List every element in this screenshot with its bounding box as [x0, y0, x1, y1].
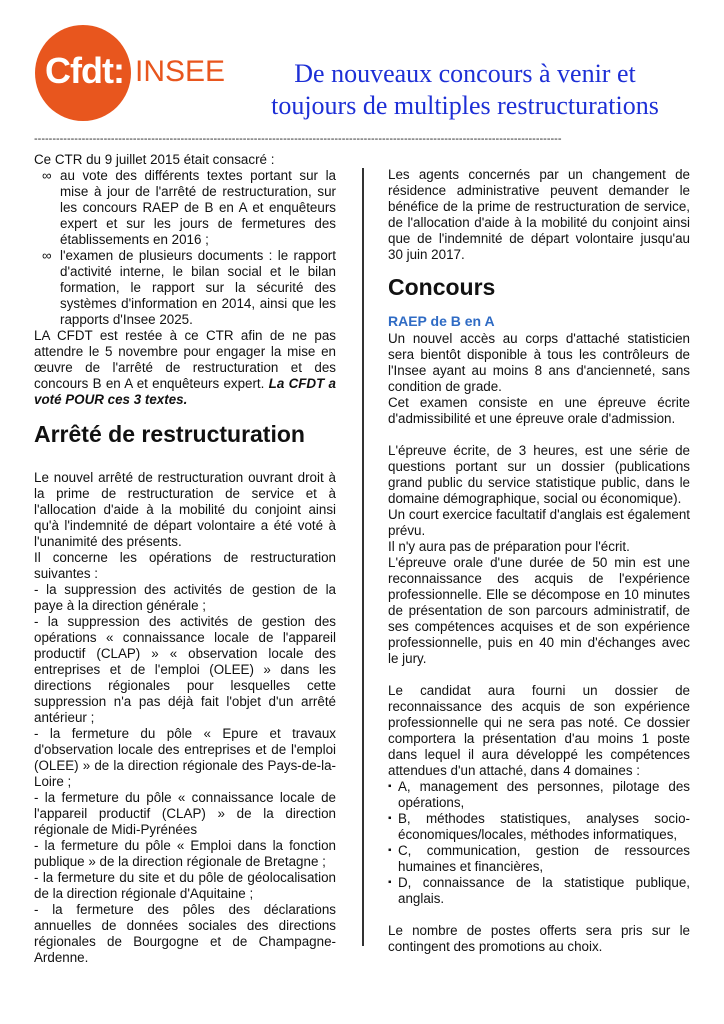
domains-list [388, 779, 690, 907]
logo-text: Cfdt: [45, 50, 124, 91]
left-column [34, 152, 336, 966]
list-item: - la fermeture des pôles des déclarations annuelles de données sociales des directions régionales de Bourgogne et de Champagne-Ardenne. [34, 902, 336, 965]
paragraph: Le candidat aura fourni un dossier de reconnaissance des acquis de son expérience professionnelle qui ne sera pas noté. Ce dossier comportera la présentation d'au moins 1 poste dans lequel il aura développé les compétences attendues d'un attaché, dans 4 domaines : [388, 683, 690, 778]
paragraph: Un court exercice facultatif d'anglais est également prévu. [388, 507, 690, 538]
paragraph: Cet examen consiste en une épreuve écrite d'admissibilité et une épreuve orale d'admission. [388, 395, 690, 426]
infinity-bullet-icon: ∞ [42, 168, 52, 183]
subheading-raep: RAEP de B en A [388, 313, 495, 329]
list-item: ▪ D, connaissance de la statistique publique, anglais. [388, 875, 690, 906]
paragraph: Le nouvel arrêté de restructuration ouvrant droit à la prime de restructuration de service et à l'allocation d'aide à la mobilité du conjoint ainsi qu'à l'indemnité de départ volontaire a été voté à l'unanimité des présents. [34, 470, 336, 549]
cfdt-vote: La CFDT a voté POUR ces 3 textes. [34, 376, 336, 407]
list-item: ▪ A, management des personnes, pilotage des opérations, [388, 779, 690, 810]
column-divider [362, 168, 364, 946]
infinity-bullet-icon: ∞ [42, 248, 52, 263]
list-item: - la suppression des activités de gestion des opérations « connaissance locale de l'appareil productif (CLAP) » « observation locale des entreprises et de l'emploi (OLEE) » dans les directions régionales pour lesquelles cette suppression n'a pas déjà fait l'objet d'un arrêté antérieur ; [34, 614, 336, 725]
square-bullet-icon: ▪ [388, 877, 392, 888]
list-item: - la fermeture du site et du pôle de géolocalisation de la direction régionale d'Aquitaine ; [34, 870, 336, 901]
list-item: - la suppression des activités de gestion de la paye à la direction générale ; [34, 582, 336, 613]
dashed-separator: ------------------------------------------------------------------------------------------------------------------------------------------------ [34, 134, 562, 144]
paragraph: Il concerne les opérations de restructuration suivantes : [34, 550, 336, 581]
square-bullet-icon: ▪ [388, 813, 392, 824]
logo-insee: INSEE [135, 55, 226, 88]
list-item: - la fermeture du pôle « connaissance locale de l'appareil productif (CLAP) » de la direction régionale de Midi-Pyrénées [34, 790, 336, 837]
intro-text: Ce CTR du 9 juillet 2015 était consacré : [34, 152, 275, 167]
list-item: ∞ au vote des différents textes portant sur la mise à jour de l'arrêté de restructuration, sur les concours RAEP de B en A et enquêteurs expert et sur les jours de fermetures des établissements en 2016 ; [42, 168, 336, 247]
cfdt-logo [35, 25, 131, 121]
paragraph: L'épreuve orale d'une durée de 50 min est une reconnaissance des acquis de l'expérience professionnelle. Elle se décompose en 10 minutes de présentation de son parcours administratif, de ses compétences acquises et de son expérience professionnelle, puis en 40 min d'échanges avec le jury. [388, 555, 690, 666]
square-bullet-icon: ▪ [388, 845, 392, 856]
section-heading-restructuration: Arrêté de restructuration [34, 421, 305, 447]
list-item: - la fermeture du pôle « Emploi dans la fonction publique » de la direction régionale de Bretagne ; [34, 838, 336, 869]
page-title [230, 58, 700, 122]
paragraph: Un nouvel accès au corps d'attaché statisticien sera bientôt disponible à tous les contrôleurs de l'Insee ayant au moins 8 ans d'ancienneté, sans condition de grade. [388, 331, 690, 394]
paragraph: Il n'y aura pas de préparation pour l'écrit. [388, 539, 630, 554]
title-line-2: toujours de multiples restructurations [271, 91, 659, 120]
list-item: ▪ B, méthodes statistiques, analyses socio-économiques/locales, méthodes informatiques, [388, 811, 690, 842]
operations-list [34, 582, 336, 966]
list-item: ▪ C, communication, gestion de ressources humaines et financières, [388, 843, 690, 874]
square-bullet-icon: ▪ [388, 781, 392, 792]
paragraph: L'épreuve écrite, de 3 heures, est une série de questions portant sur un dossier (publications grand public du service statistique public, dans le domaine démographique, social ou économique). [388, 443, 690, 506]
cfdt-paragraph: LA CFDT est restée à ce CTR afin de ne pas attendre le 5 novembre pour engager la mise en œuvre de l'arrêté de restructuration et des concours B en A et enquêteurs expert. La CFDT a voté POUR ces 3 textes. [34, 328, 336, 407]
section-heading-concours: Concours [388, 274, 496, 300]
paragraph: Les agents concernés par un changement de résidence administrative peuvent demander le bénéfice de la prime de restructuration de service, de l'allocation d'aide à la mobilité du conjoint ainsi que de l'indemnité de départ volontaire jusqu'au 30 juin 2017. [388, 167, 690, 262]
right-column [388, 167, 690, 955]
intro-bullets [34, 168, 336, 328]
list-item: - la fermeture du pôle « Epure et travaux d'observation locale des entreprises et de l'emploi (OLEE) » de la direction régionale des Pays-de-la-Loire ; [34, 726, 336, 789]
paragraph: Le nombre de postes offerts sera pris sur le contingent des promotions au choix. [388, 923, 690, 954]
list-item: ∞ l'examen de plusieurs documents : le rapport d'activité interne, le bilan social et le bilan formation, le rapport sur la sécurité des systèmes d'information en 2014, ainsi que les rapports d'Insee 2025. [42, 248, 336, 327]
title-line-1: De nouveaux concours à venir et [294, 59, 636, 88]
